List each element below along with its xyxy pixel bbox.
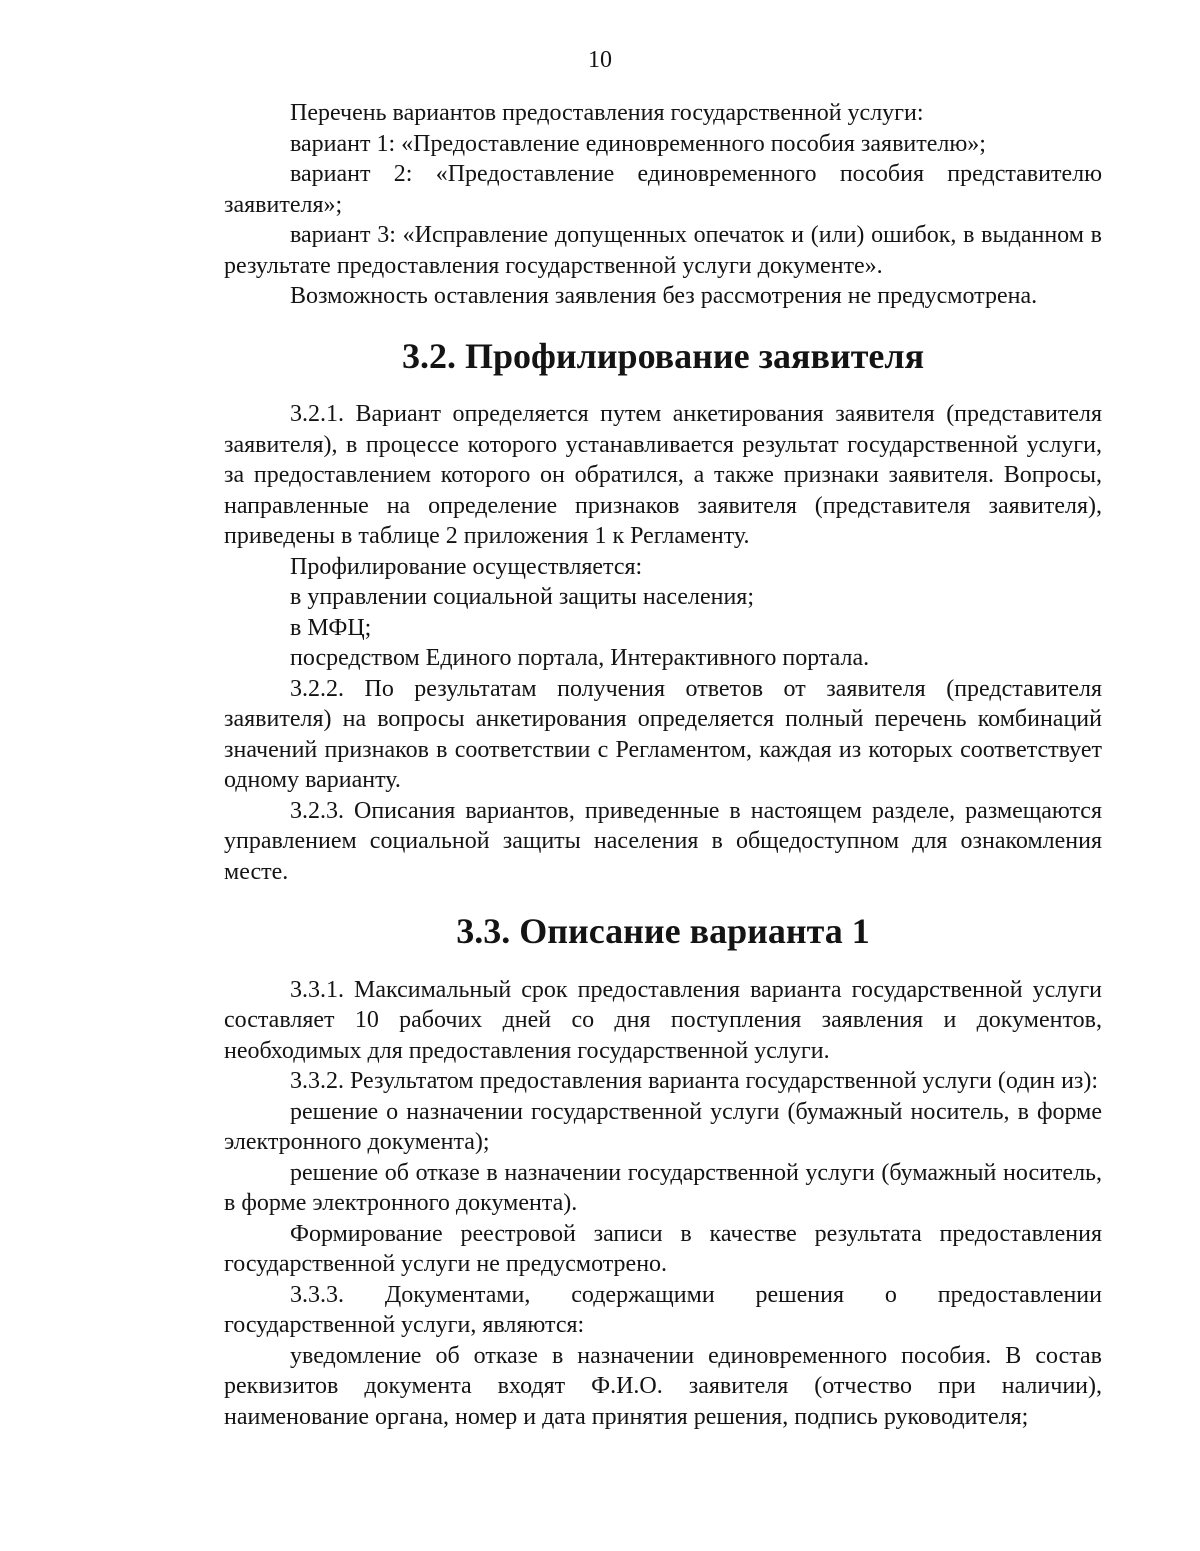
registry-note: Формирование реестровой записи в качестве результата предоставления государственной услуги не предусмотрено.: [224, 1220, 1102, 1277]
result-item-2: решение об отказе в назначении государственной услуги (бумажный носитель, в форме электронного документа).: [224, 1159, 1102, 1216]
document-body: [224, 98, 1102, 1432]
profiling-intro: Профилирование осуществляется:: [290, 553, 643, 580]
section-heading-3-2: 3.2. Профилирование заявителя: [401, 335, 925, 376]
section-heading-3-3: 3.3. Описание варианта 1: [456, 911, 870, 951]
page-number: 10: [588, 47, 612, 73]
variant-1: вариант 1: «Предоставление единовременного пособия заявителю»;: [290, 130, 986, 157]
result-item-1: решение о назначении государственной услуги (бумажный носитель, в форме электронного документа);: [224, 1098, 1102, 1155]
paragraph-3-2-3: 3.2.3. Описания вариантов, приведенные в настоящем разделе, размещаются управлением социальной защиты населения в общедоступном для ознакомления месте.: [224, 797, 1102, 885]
profiling-item-1: в управлении социальной защиты населения;: [290, 584, 755, 610]
profiling-item-3: посредством Единого портала, Интерактивного портала.: [290, 645, 870, 671]
paragraph-3-2-2: 3.2.2. По результатам получения ответов от заявителя (представителя заявителя) на вопросы анкетирования определяется полный перечень комбинаций значений признаков в соответствии с Регламентом, каждая из которых соответствует одному варианту.: [224, 675, 1102, 793]
variants-intro: Перечень вариантов предоставления государственной услуги:: [290, 100, 924, 126]
paragraph-3-3-3: 3.3.3. Документами, содержащими решения о предоставлении государственной услуги, являются:: [224, 1281, 1102, 1338]
paragraph-3-3-2: 3.3.2. Результатом предоставления варианта государственной услуги (один из):: [290, 1068, 1099, 1094]
refusal-notice-item: уведомление об отказе в назначении единовременного пособия. В состав реквизитов документа входят Ф.И.О. заявителя (отчество при наличии), наименование органа, номер и дата принятия решения, подпись руководителя;: [224, 1342, 1102, 1430]
variant-3: вариант 3: «Исправление допущенных опечаток и (или) ошибок, в выданном в результате предоставления государственной услуги документе».: [224, 222, 1102, 279]
profiling-item-2: в МФЦ;: [290, 614, 372, 641]
variant-2: вариант 2: «Предоставление единовременного пособия представителю заявителя»;: [224, 161, 1102, 218]
paragraph-3-2-1: 3.2.1. Вариант определяется путем анкетирования заявителя (представителя заявителя), в процессе которого устанавливается результат государственной услуги, за предоставлением которого он обратился, а также признаки заявителя. Вопросы, направленные на определение признаков заявителя (представителя заявителя), приведены в таблице 2 приложения 1 к Регламенту.: [224, 401, 1102, 549]
no-dismissal-note: Возможность оставления заявления без рассмотрения не предусмотрена.: [290, 283, 1038, 309]
paragraph-3-3-1: 3.3.1. Максимальный срок предоставления варианта государственной услуги составляет 10 рабочих дней со дня поступления заявления и документов, необходимых для предоставления государственной услуги.: [224, 976, 1102, 1064]
